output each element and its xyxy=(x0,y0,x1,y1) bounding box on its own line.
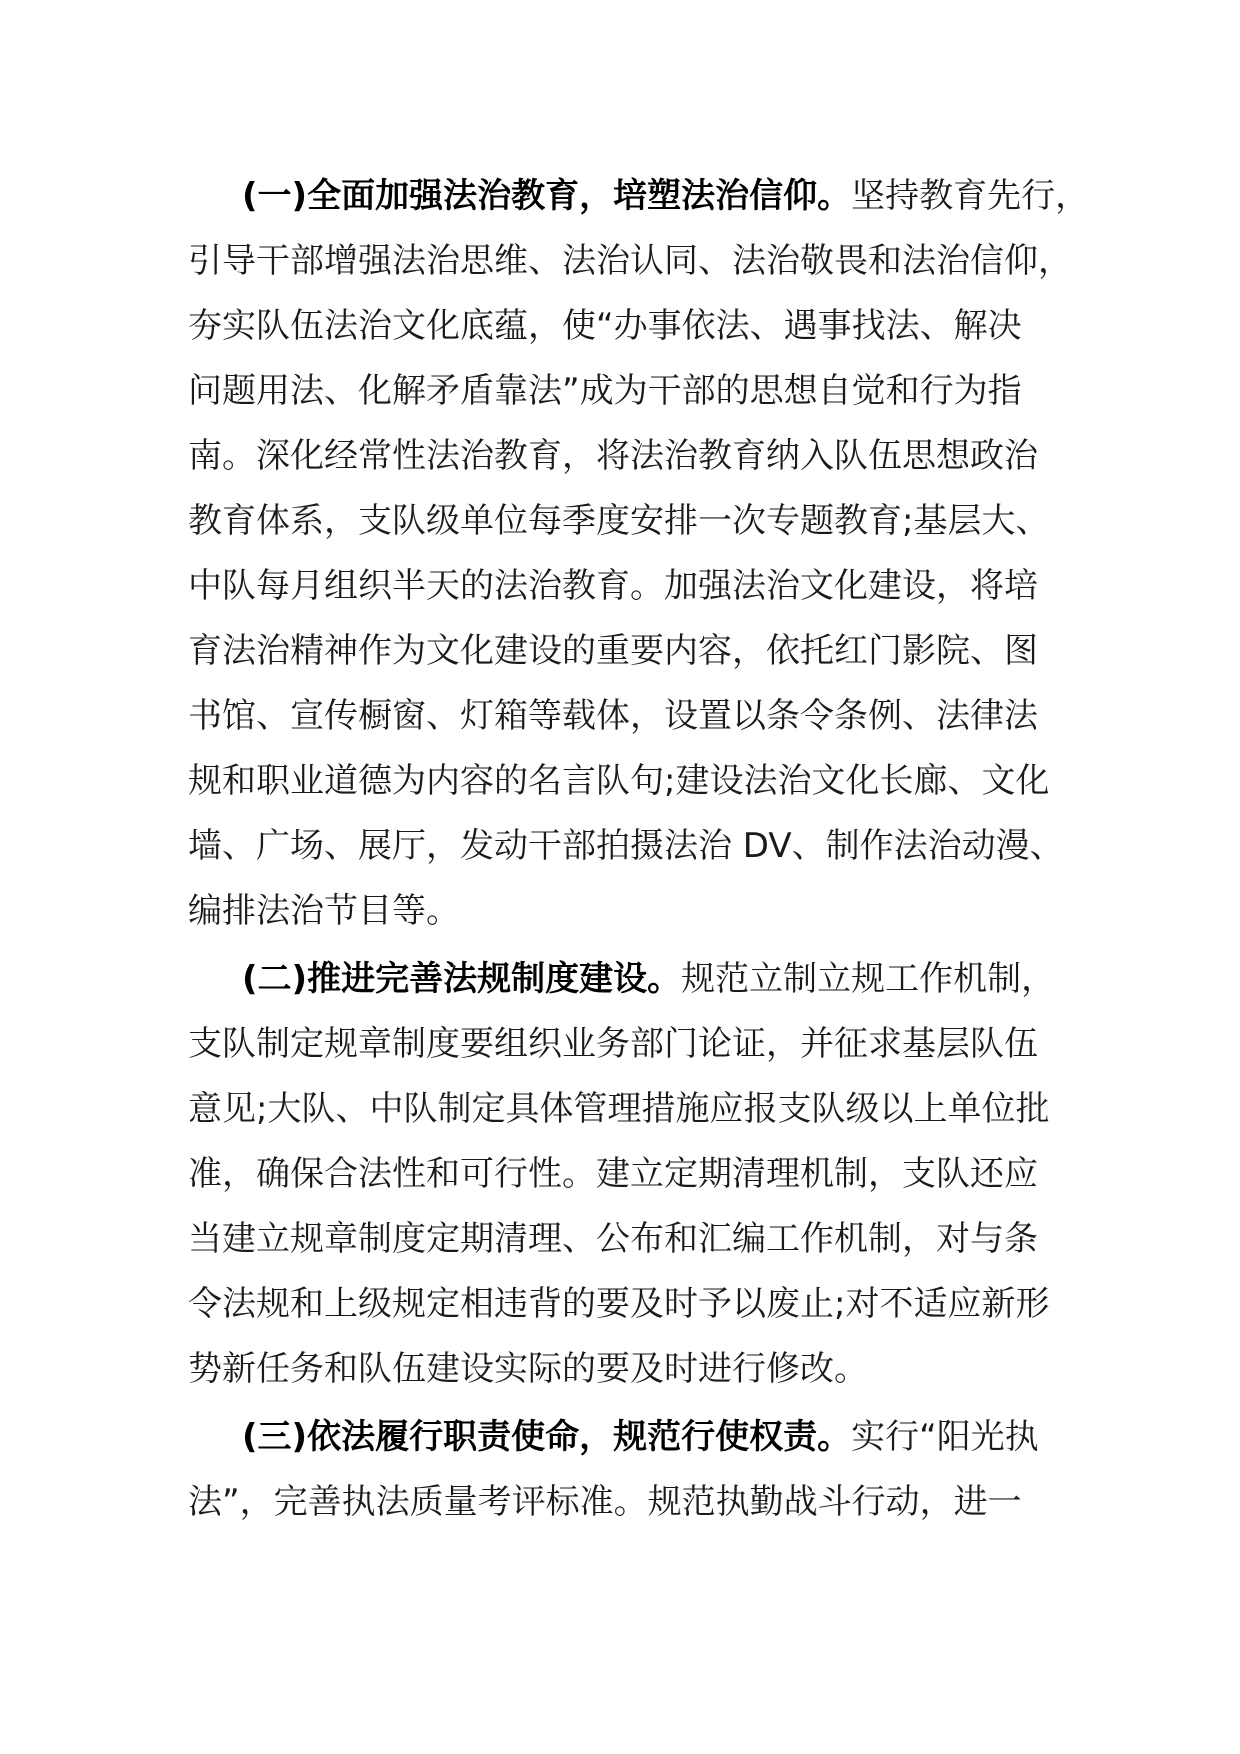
document-body xyxy=(188,164,1090,1535)
text-line: 引导干部增强法治思维、法治认同、法治敬畏和法治信仰， xyxy=(188,241,1072,281)
text-line: 规和职业道德为内容的名言队句;建设法治文化长廊、文化 xyxy=(188,761,1050,801)
text-line: 书馆、宣传橱窗、灯箱等载体，设置以条令条例、法律法 xyxy=(188,696,1038,736)
text-line: 中队每月组织半天的法治教育。加强法治文化建设，将培 xyxy=(188,566,1038,606)
text-line: 问题用法、化解矛盾靠法”成为干部的思想自觉和行为指 xyxy=(188,371,1022,411)
text-line: 夯实队伍法治文化底蕴，使“办事依法、遇事找法、解决 xyxy=(188,306,1022,346)
paragraph-1 xyxy=(188,164,1090,944)
text-line: 编排法治节目等。 xyxy=(188,891,460,931)
paragraph-heading: (二)推进完善法规制度建设。 xyxy=(242,959,682,999)
text-line: 实行“阳光执 xyxy=(851,1417,1039,1457)
text-line: 墙、广场、展厅，发动干部拍摄法治 DV、制作法治动漫、 xyxy=(188,826,1064,866)
text-line: 教育体系，支队级单位每季度安排一次专题教育;基层大、 xyxy=(188,501,1050,541)
paragraph-first-line xyxy=(188,1405,1068,1470)
paragraph-first-line xyxy=(188,164,1090,229)
paragraph-first-line xyxy=(188,947,1068,1012)
text-line: 法”，完善执法质量考评标准。规范执勤战斗行动，进一 xyxy=(188,1482,1022,1522)
paragraph-3 xyxy=(188,1405,1068,1535)
paragraph-heading: (三)依法履行职责使命，规范行使权责。 xyxy=(242,1417,852,1457)
text-line: 势新任务和队伍建设实际的要及时进行修改。 xyxy=(188,1349,868,1389)
text-line: 当建立规章制度定期清理、公布和汇编工作机制，对与条 xyxy=(188,1219,1038,1259)
paragraph-2 xyxy=(188,947,1068,1402)
paragraph-heading: (一)全面加强法治教育，培塑法治信仰。 xyxy=(242,176,852,216)
text-line: 育法治精神作为文化建设的重要内容，依托红门影院、图 xyxy=(188,631,1038,671)
text-line: 令法规和上级规定相违背的要及时予以废止;对不适应新形 xyxy=(188,1284,1050,1324)
text-line: 坚持教育先行， xyxy=(851,176,1090,216)
text-line: 规范立制立规工作机制， xyxy=(681,959,1056,999)
text-line: 意见;大队、中队制定具体管理措施应报支队级以上单位批 xyxy=(188,1089,1050,1129)
text-line: 支队制定规章制度要组织业务部门论证，并征求基层队伍 xyxy=(188,1024,1038,1064)
text-line: 准，确保合法性和可行性。建立定期清理机制，支队还应 xyxy=(188,1154,1038,1194)
text-line: 南。深化经常性法治教育，将法治教育纳入队伍思想政治 xyxy=(188,436,1038,476)
